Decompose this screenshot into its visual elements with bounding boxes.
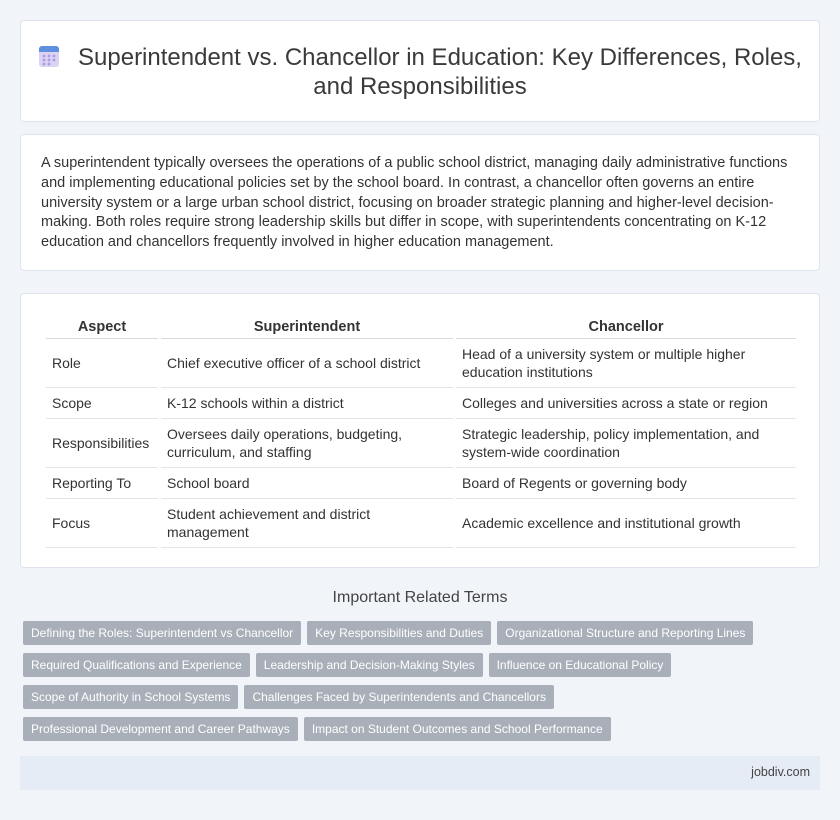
related-term-tag[interactable]: Organizational Structure and Reporting Lines [497, 621, 753, 645]
table-header-row [46, 316, 796, 339]
summary-card [20, 134, 820, 271]
related-term-tag[interactable]: Impact on Student Outcomes and School Performance [304, 717, 611, 741]
table-cell: Student achievement and district management [161, 499, 453, 548]
header-aspect: Aspect [46, 316, 158, 339]
related-term-tag[interactable]: Defining the Roles: Superintendent vs Chancellor [23, 621, 301, 645]
table-row [46, 468, 796, 499]
table-cell: Role [46, 339, 158, 388]
table-cell: Chief executive officer of a school district [161, 339, 453, 388]
comparison-card [20, 293, 820, 568]
table-cell: Responsibilities [46, 419, 158, 468]
related-term-tag[interactable]: Influence on Educational Policy [489, 653, 672, 677]
calendar-icon [38, 44, 60, 68]
table-row [46, 499, 796, 548]
table-cell: Board of Regents or governing body [456, 468, 796, 499]
table-cell: Reporting To [46, 468, 158, 499]
title-text: Superintendent vs. Chancellor in Education: Key Differences, Roles, and Responsibilities [78, 44, 802, 100]
related-term-tag[interactable]: Professional Development and Career Pathways [23, 717, 298, 741]
table-row [46, 419, 796, 468]
related-term-tag[interactable]: Required Qualifications and Experience [23, 653, 250, 677]
table-row [46, 388, 796, 419]
related-terms-heading: Important Related Terms [332, 589, 508, 606]
related-term-tag[interactable]: Key Responsibilities and Duties [307, 621, 491, 645]
header-chancellor: Chancellor [456, 316, 796, 339]
table-cell: Focus [46, 499, 158, 548]
table-cell: Strategic leadership, policy implementation, and system-wide coordination [456, 419, 796, 468]
table-cell: Scope [46, 388, 158, 419]
related-terms [20, 620, 820, 748]
table-cell: Colleges and universities across a state or region [456, 388, 796, 419]
comparison-table [43, 316, 799, 548]
table-cell: Oversees daily operations, budgeting, curriculum, and staffing [161, 419, 453, 468]
page-title [21, 43, 819, 101]
table-cell: School board [161, 468, 453, 499]
table-cell: Academic excellence and institutional growth [456, 499, 796, 548]
summary-text: A superintendent typically oversees the operations of a public school district, managing daily administrative functions and implementing educational policies set by the school board. In contrast, a chancellor often governs an entire university system or a large urban school district, focusing on broader strategic planning and higher-level decision-making. Both roles require strong leadership skills but differ in scope, with superintendents concentrating on K-12 education and chancellors frequently involved in higher education management. [41, 155, 788, 251]
header-superintendent: Superintendent [161, 316, 453, 339]
footer [20, 756, 820, 790]
table-row [46, 339, 796, 388]
related-term-tag[interactable]: Scope of Authority in School Systems [23, 685, 238, 709]
title-card [20, 20, 820, 122]
table-cell: Head of a university system or multiple higher education institutions [456, 339, 796, 388]
table-cell: K-12 schools within a district [161, 388, 453, 419]
related-term-tag[interactable]: Leadership and Decision-Making Styles [256, 653, 483, 677]
footer-site-link[interactable]: jobdiv.com [751, 765, 810, 779]
related-term-tag[interactable]: Challenges Faced by Superintendents and Chancellors [244, 685, 554, 709]
